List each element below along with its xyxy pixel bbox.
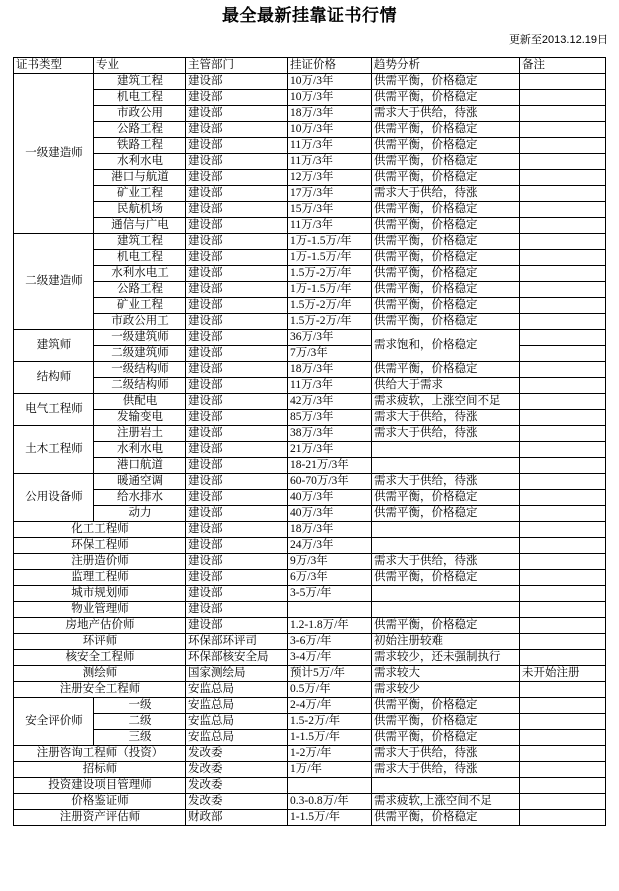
- price-cell: 1万-1.5万/年: [288, 282, 372, 298]
- major-cell: 公路工程: [94, 122, 186, 138]
- trend-cell: 需求大于供给，待涨: [372, 106, 520, 122]
- department-cell: 建设部: [186, 74, 288, 90]
- trend-cell: 供需平衡，价格稳定: [372, 714, 520, 730]
- trend-cell: 供需平衡，价格稳定: [372, 362, 520, 378]
- department-cell: 发改委: [186, 762, 288, 778]
- trend-cell: 需求大于供给，待涨: [372, 474, 520, 490]
- price-cell: 18万/3年: [288, 362, 372, 378]
- table-row: [14, 634, 606, 650]
- trend-cell: 供需平衡，价格稳定: [372, 506, 520, 522]
- note-cell: 未开始注册: [520, 666, 606, 682]
- trend-cell: 需求大于供给，待涨: [372, 410, 520, 426]
- trend-cell: 供需平衡，价格稳定: [372, 122, 520, 138]
- table-row: [14, 138, 606, 154]
- price-cell: 1.5-2万/年: [288, 714, 372, 730]
- trend-cell: 需求饱和，价格稳定: [372, 330, 520, 362]
- major-cell: 暖通空调: [94, 474, 186, 490]
- table-row: [14, 714, 606, 730]
- major-cell: 港口航道: [94, 458, 186, 474]
- category-cell: 价格鉴证师: [14, 794, 186, 810]
- department-cell: 建设部: [186, 186, 288, 202]
- note-cell: [520, 298, 606, 314]
- table-row: [14, 762, 606, 778]
- table-row: [14, 202, 606, 218]
- table-row: [14, 250, 606, 266]
- major-cell: 建筑工程: [94, 74, 186, 90]
- trend-cell: 供需平衡，价格稳定: [372, 730, 520, 746]
- category-cell: 土木工程师: [14, 426, 94, 474]
- major-cell: 二级: [94, 714, 186, 730]
- department-cell: 国家测绘局: [186, 666, 288, 682]
- note-cell: [520, 202, 606, 218]
- note-cell: [520, 106, 606, 122]
- price-cell: 9万/3年: [288, 554, 372, 570]
- price-cell: 40万/3年: [288, 506, 372, 522]
- price-cell: 21万/3年: [288, 442, 372, 458]
- department-cell: 发改委: [186, 778, 288, 794]
- trend-cell: 供给大于需求: [372, 378, 520, 394]
- table-row: [14, 490, 606, 506]
- table-row: [14, 602, 606, 618]
- trend-cell: 需求大于供给，待涨: [372, 186, 520, 202]
- note-cell: [520, 778, 606, 794]
- table-row: [14, 362, 606, 378]
- category-cell: 电气工程师: [14, 394, 94, 426]
- table-row: [14, 122, 606, 138]
- table-row: [14, 778, 606, 794]
- department-cell: 建设部: [186, 618, 288, 634]
- price-cell: 17万/3年: [288, 186, 372, 202]
- table-row: [14, 538, 606, 554]
- trend-cell: 供需平衡，价格稳定: [372, 490, 520, 506]
- category-cell: 注册安全工程师: [14, 682, 186, 698]
- note-cell: [520, 634, 606, 650]
- note-cell: [520, 714, 606, 730]
- table-row: [14, 746, 606, 762]
- note-cell: [520, 90, 606, 106]
- major-cell: 通信与广电: [94, 218, 186, 234]
- trend-cell: 需求大于供给，待涨: [372, 426, 520, 442]
- table-row: [14, 810, 606, 826]
- trend-cell: 供需平衡，价格稳定: [372, 698, 520, 714]
- department-cell: 建设部: [186, 570, 288, 586]
- major-cell: 矿业工程: [94, 186, 186, 202]
- trend-cell: [372, 602, 520, 618]
- department-cell: 建设部: [186, 426, 288, 442]
- price-cell: 36万/3年: [288, 330, 372, 346]
- table-header-row: [14, 58, 606, 74]
- note-cell: [520, 138, 606, 154]
- trend-cell: 供需平衡，价格稳定: [372, 138, 520, 154]
- table-body: [14, 58, 606, 826]
- price-cell: 42万/3年: [288, 394, 372, 410]
- table-row: [14, 666, 606, 682]
- major-cell: 水利水电: [94, 154, 186, 170]
- price-cell: 12万/3年: [288, 170, 372, 186]
- note-cell: [520, 586, 606, 602]
- department-cell: 建设部: [186, 314, 288, 330]
- note-cell: [520, 74, 606, 90]
- table-row: [14, 522, 606, 538]
- department-cell: 建设部: [186, 90, 288, 106]
- department-cell: 建设部: [186, 170, 288, 186]
- note-cell: [520, 810, 606, 826]
- note-cell: [520, 170, 606, 186]
- trend-cell: 供需平衡，价格稳定: [372, 218, 520, 234]
- price-cell: 1.2-1.8万/年: [288, 618, 372, 634]
- price-cell: 10万/3年: [288, 90, 372, 106]
- trend-cell: 需求较少: [372, 682, 520, 698]
- note-cell: [520, 378, 606, 394]
- price-cell: 10万/3年: [288, 74, 372, 90]
- price-cell: [288, 778, 372, 794]
- major-cell: 供配电: [94, 394, 186, 410]
- category-cell: 二级建造师: [14, 234, 94, 330]
- trend-cell: 需求大于供给，待涨: [372, 762, 520, 778]
- department-cell: 安监总局: [186, 714, 288, 730]
- category-cell: 测绘师: [14, 666, 186, 682]
- major-cell: 给水排水: [94, 490, 186, 506]
- note-cell: [520, 250, 606, 266]
- trend-cell: [372, 442, 520, 458]
- department-cell: 建设部: [186, 586, 288, 602]
- price-cell: 0.3-0.8万/年: [288, 794, 372, 810]
- table-row: [14, 266, 606, 282]
- trend-cell: 需求较少，还未强制执行: [372, 650, 520, 666]
- note-cell: [520, 794, 606, 810]
- major-cell: 港口与航道: [94, 170, 186, 186]
- category-cell: 环保工程师: [14, 538, 186, 554]
- price-cell: 1万/年: [288, 762, 372, 778]
- category-cell: 一级建造师: [14, 74, 94, 234]
- note-cell: [520, 650, 606, 666]
- trend-cell: 供需平衡，价格稳定: [372, 282, 520, 298]
- department-cell: 建设部: [186, 362, 288, 378]
- department-cell: 安监总局: [186, 698, 288, 714]
- department-cell: 建设部: [186, 506, 288, 522]
- department-cell: 建设部: [186, 490, 288, 506]
- category-cell: 公用设备师: [14, 474, 94, 522]
- trend-cell: 供需平衡，价格稳定: [372, 154, 520, 170]
- note-cell: [520, 458, 606, 474]
- note-cell: [520, 266, 606, 282]
- price-cell: 3-4万/年: [288, 650, 372, 666]
- department-cell: 建设部: [186, 378, 288, 394]
- trend-cell: 需求疲软，上涨空间不足: [372, 394, 520, 410]
- trend-cell: 供需平衡，价格稳定: [372, 202, 520, 218]
- note-cell: [520, 474, 606, 490]
- trend-cell: 供需平衡，价格稳定: [372, 170, 520, 186]
- table-row: [14, 298, 606, 314]
- column-header-3: 挂证价格: [288, 58, 372, 74]
- price-cell: [288, 602, 372, 618]
- certificate-price-table: [13, 57, 606, 826]
- table-row: [14, 154, 606, 170]
- major-cell: 公路工程: [94, 282, 186, 298]
- note-cell: [520, 394, 606, 410]
- trend-cell: 供需平衡，价格稳定: [372, 298, 520, 314]
- major-cell: 一级结构师: [94, 362, 186, 378]
- price-cell: 18万/3年: [288, 522, 372, 538]
- table-row: [14, 314, 606, 330]
- note-cell: [520, 570, 606, 586]
- note-cell: [520, 618, 606, 634]
- table-row: [14, 426, 606, 442]
- column-header-1: 专业: [94, 58, 186, 74]
- major-cell: 发输变电: [94, 410, 186, 426]
- major-cell: 二级建筑师: [94, 346, 186, 362]
- table-row: [14, 794, 606, 810]
- price-cell: 11万/3年: [288, 154, 372, 170]
- category-cell: 注册资产评估师: [14, 810, 186, 826]
- department-cell: 建设部: [186, 122, 288, 138]
- note-cell: [520, 186, 606, 202]
- table-row: [14, 458, 606, 474]
- price-cell: 24万/3年: [288, 538, 372, 554]
- table-row: [14, 698, 606, 714]
- note-cell: [520, 762, 606, 778]
- price-cell: 7万/3年: [288, 346, 372, 362]
- price-cell: 18万/3年: [288, 106, 372, 122]
- table-row: [14, 554, 606, 570]
- trend-cell: 初始注册较难: [372, 634, 520, 650]
- table-row: [14, 474, 606, 490]
- price-cell: 38万/3年: [288, 426, 372, 442]
- department-cell: 建设部: [186, 522, 288, 538]
- page-title: 最全最新挂靠证书行情: [222, 6, 397, 25]
- major-cell: 机电工程: [94, 90, 186, 106]
- note-cell: [520, 154, 606, 170]
- department-cell: 建设部: [186, 458, 288, 474]
- price-cell: 1.5万-2万/年: [288, 314, 372, 330]
- category-cell: 招标师: [14, 762, 186, 778]
- trend-cell: [372, 522, 520, 538]
- price-cell: 0.5万/年: [288, 682, 372, 698]
- price-cell: 1万-1.5万/年: [288, 234, 372, 250]
- note-cell: [520, 330, 606, 346]
- department-cell: 建设部: [186, 154, 288, 170]
- note-cell: [520, 218, 606, 234]
- major-cell: 民航机场: [94, 202, 186, 218]
- trend-cell: 供需平衡，价格稳定: [372, 810, 520, 826]
- department-cell: 建设部: [186, 266, 288, 282]
- column-header-0: 证书类型: [14, 58, 94, 74]
- table-row: [14, 410, 606, 426]
- trend-cell: 供需平衡，价格稳定: [372, 266, 520, 282]
- department-cell: 建设部: [186, 394, 288, 410]
- trend-cell: [372, 538, 520, 554]
- trend-cell: 需求较大: [372, 666, 520, 682]
- department-cell: 安监总局: [186, 682, 288, 698]
- table-row: [14, 170, 606, 186]
- trend-cell: 供需平衡，价格稳定: [372, 234, 520, 250]
- table-row: [14, 74, 606, 90]
- table-row: [14, 282, 606, 298]
- note-cell: [520, 538, 606, 554]
- table-row: [14, 378, 606, 394]
- trend-cell: 需求大于供给，待涨: [372, 746, 520, 762]
- department-cell: 建设部: [186, 218, 288, 234]
- department-cell: 发改委: [186, 794, 288, 810]
- major-cell: 市政公用工: [94, 314, 186, 330]
- department-cell: 建设部: [186, 138, 288, 154]
- department-cell: 建设部: [186, 330, 288, 346]
- price-cell: 11万/3年: [288, 378, 372, 394]
- category-cell: 化工工程师: [14, 522, 186, 538]
- table-row: [14, 586, 606, 602]
- note-cell: [520, 410, 606, 426]
- price-cell: 6万/3年: [288, 570, 372, 586]
- department-cell: 建设部: [186, 474, 288, 490]
- department-cell: 环保部核安全局: [186, 650, 288, 666]
- department-cell: 建设部: [186, 234, 288, 250]
- major-cell: 矿业工程: [94, 298, 186, 314]
- note-cell: [520, 282, 606, 298]
- price-cell: 11万/3年: [288, 218, 372, 234]
- table-row: [14, 618, 606, 634]
- major-cell: 注册岩土: [94, 426, 186, 442]
- price-cell: 10万/3年: [288, 122, 372, 138]
- note-cell: [520, 346, 606, 362]
- note-cell: [520, 554, 606, 570]
- department-cell: 建设部: [186, 538, 288, 554]
- column-header-5: 备注: [520, 58, 606, 74]
- price-cell: 1.5万-2万/年: [288, 298, 372, 314]
- department-cell: 环保部环评司: [186, 634, 288, 650]
- note-cell: [520, 426, 606, 442]
- table-row: [14, 330, 606, 346]
- note-cell: [520, 442, 606, 458]
- major-cell: 一级: [94, 698, 186, 714]
- department-cell: 建设部: [186, 298, 288, 314]
- note-cell: [520, 602, 606, 618]
- price-cell: 15万/3年: [288, 202, 372, 218]
- column-header-4: 趋势分析: [372, 58, 520, 74]
- note-cell: [520, 730, 606, 746]
- trend-cell: 需求大于供给，待涨: [372, 554, 520, 570]
- major-cell: 水利水电工: [94, 266, 186, 282]
- price-cell: 1-1.5万/年: [288, 810, 372, 826]
- update-date-note: 更新至2013.12.19日: [508, 34, 608, 46]
- note-cell: [520, 506, 606, 522]
- price-cell: 11万/3年: [288, 138, 372, 154]
- trend-cell: [372, 586, 520, 602]
- department-cell: 建设部: [186, 346, 288, 362]
- price-cell: 1.5万-2万/年: [288, 266, 372, 282]
- price-cell: 18-21万/3年: [288, 458, 372, 474]
- category-cell: 注册造价师: [14, 554, 186, 570]
- note-cell: [520, 122, 606, 138]
- note-cell: [520, 698, 606, 714]
- department-cell: 建设部: [186, 410, 288, 426]
- trend-cell: [372, 778, 520, 794]
- note-cell: [520, 746, 606, 762]
- table-row: [14, 90, 606, 106]
- trend-cell: 供需平衡，价格稳定: [372, 314, 520, 330]
- trend-cell: 供需平衡，价格稳定: [372, 250, 520, 266]
- category-cell: 注册咨询工程师（投资）: [14, 746, 186, 762]
- category-cell: 监理工程师: [14, 570, 186, 586]
- department-cell: 建设部: [186, 202, 288, 218]
- note-cell: [520, 362, 606, 378]
- table-row: [14, 442, 606, 458]
- price-cell: 1万-1.5万/年: [288, 250, 372, 266]
- table-row: [14, 234, 606, 250]
- trend-cell: 供需平衡，价格稳定: [372, 74, 520, 90]
- major-cell: 一级建筑师: [94, 330, 186, 346]
- table-row: [14, 570, 606, 586]
- major-cell: 铁路工程: [94, 138, 186, 154]
- price-cell: 2-4万/年: [288, 698, 372, 714]
- department-cell: 建设部: [186, 602, 288, 618]
- trend-cell: 供需平衡，价格稳定: [372, 618, 520, 634]
- table-row: [14, 186, 606, 202]
- major-cell: 水利水电: [94, 442, 186, 458]
- price-cell: 60-70万/3年: [288, 474, 372, 490]
- department-cell: 建设部: [186, 554, 288, 570]
- note-cell: [520, 314, 606, 330]
- price-cell: 1-2万/年: [288, 746, 372, 762]
- note-cell: [520, 490, 606, 506]
- column-header-2: 主管部门: [186, 58, 288, 74]
- category-cell: 建筑师: [14, 330, 94, 362]
- department-cell: 建设部: [186, 106, 288, 122]
- table-row: [14, 682, 606, 698]
- department-cell: 建设部: [186, 442, 288, 458]
- department-cell: 建设部: [186, 282, 288, 298]
- department-cell: 安监总局: [186, 730, 288, 746]
- category-cell: 物业管理师: [14, 602, 186, 618]
- department-cell: 建设部: [186, 250, 288, 266]
- trend-cell: 供需平衡，价格稳定: [372, 570, 520, 586]
- price-cell: 1-1.5万/年: [288, 730, 372, 746]
- price-cell: 40万/3年: [288, 490, 372, 506]
- note-cell: [520, 682, 606, 698]
- category-cell: 房地产估价师: [14, 618, 186, 634]
- price-cell: 85万/3年: [288, 410, 372, 426]
- category-cell: 核安全工程师: [14, 650, 186, 666]
- table-row: [14, 106, 606, 122]
- category-cell: 安全评价师: [14, 698, 94, 746]
- department-cell: 财政部: [186, 810, 288, 826]
- category-cell: 环评师: [14, 634, 186, 650]
- major-cell: 二级结构师: [94, 378, 186, 394]
- major-cell: 动力: [94, 506, 186, 522]
- table-row: [14, 394, 606, 410]
- note-cell: [520, 234, 606, 250]
- table-row: [14, 730, 606, 746]
- price-cell: 3-6万/年: [288, 634, 372, 650]
- category-cell: 结构师: [14, 362, 94, 394]
- major-cell: 机电工程: [94, 250, 186, 266]
- department-cell: 发改委: [186, 746, 288, 762]
- trend-cell: 供需平衡，价格稳定: [372, 90, 520, 106]
- table-row: [14, 506, 606, 522]
- table-row: [14, 218, 606, 234]
- category-cell: 投资建设项目管理师: [14, 778, 186, 794]
- category-cell: 城市规划师: [14, 586, 186, 602]
- note-cell: [520, 522, 606, 538]
- major-cell: 市政公用: [94, 106, 186, 122]
- major-cell: 建筑工程: [94, 234, 186, 250]
- price-cell: 3-5万/年: [288, 586, 372, 602]
- trend-cell: 需求疲软,上涨空间不足: [372, 794, 520, 810]
- major-cell: 三级: [94, 730, 186, 746]
- price-cell: 预计5万/年: [288, 666, 372, 682]
- trend-cell: [372, 458, 520, 474]
- table-row: [14, 650, 606, 666]
